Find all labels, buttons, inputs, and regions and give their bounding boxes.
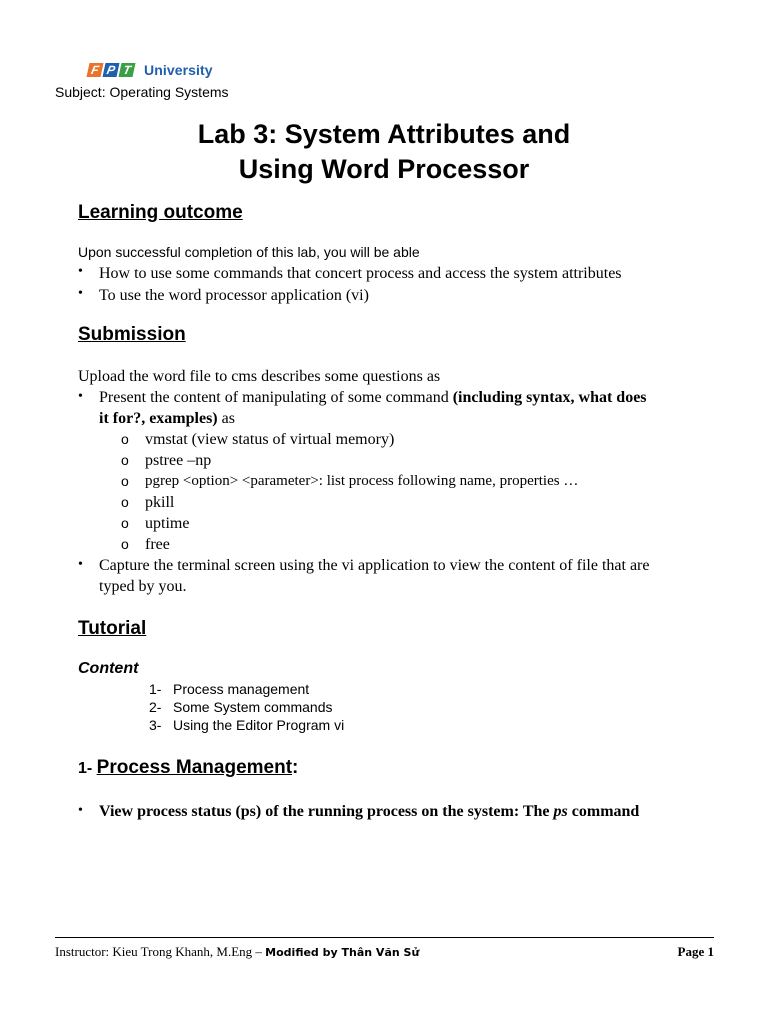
tutorial-item-number: 2- (149, 699, 162, 715)
process-management-title: Process Management (96, 757, 293, 778)
submission-bullet-1-bold: (including syntax, what does (452, 389, 647, 406)
fpt-university-logo (88, 58, 213, 82)
logo-university-text: University (144, 62, 213, 78)
tutorial-heading: Tutorial (78, 618, 147, 639)
page-title-line1: Lab 3: System Attributes and (197, 119, 571, 149)
sub-bullet-icon: o (121, 473, 129, 489)
command-free: free (145, 536, 170, 553)
ps-bullet-tail: command (567, 803, 640, 820)
logo-letter-p: P (103, 63, 120, 77)
tutorial-item-number: 3- (149, 717, 162, 733)
sub-bullet-icon: o (121, 536, 129, 552)
subject-line: Subject: Operating Systems (55, 84, 229, 100)
command-vmstat: vmstat (view status of virtual memory) (145, 431, 395, 448)
learning-bullet-2: To use the word processor application (vi) (99, 287, 369, 304)
learning-bullet-1: How to use some commands that concert process and access the system attributes (99, 265, 622, 282)
command-pgrep: pgrep <option> <parameter>: list process following name, properties … (145, 473, 579, 489)
submission-bullet-1-tail: as (217, 410, 235, 427)
bullet-icon: • (78, 264, 83, 279)
tutorial-item-process-management: Process management (173, 681, 310, 697)
learning-intro: Upon successful completion of this lab, you will be able (78, 244, 420, 260)
sub-bullet-icon: o (121, 515, 129, 531)
process-management-colon: : (292, 757, 299, 778)
logo-letter-f: F (87, 63, 104, 77)
process-management-heading (78, 757, 298, 779)
footer-instructor-text: Instructor: Kieu Trong Khanh, M.Eng – (55, 944, 266, 959)
content-label: Content (78, 660, 139, 677)
command-pkill: pkill (145, 494, 175, 511)
learning-outcome-heading: Learning outcome (78, 202, 243, 223)
ps-bullet-text: View process status (ps) of the running process on the system: The (99, 803, 554, 820)
bullet-icon: • (78, 803, 83, 818)
ps-italic: ps (553, 803, 568, 820)
tutorial-item-system-commands: Some System commands (173, 699, 333, 715)
bullet-icon: • (78, 389, 83, 404)
sub-bullet-icon: o (121, 494, 129, 510)
command-uptime: uptime (145, 515, 190, 532)
footer-instructor (55, 944, 419, 960)
submission-bullet-1-bold-2: it for?, examples) (99, 410, 218, 427)
bullet-icon: • (78, 557, 83, 572)
submission-bullet-1 (99, 387, 719, 408)
command-pstree: pstree –np (145, 452, 212, 469)
footer-modified-by: Modified by Thân Văn Sử (265, 946, 420, 959)
page-title-line2: Using Word Processor (238, 154, 530, 184)
submission-intro: Upload the word file to cms describes some questions as (78, 368, 441, 385)
bullet-icon: • (78, 286, 83, 301)
submission-bullet-2-line1: Capture the terminal screen using the vi application to view the content of file that are (99, 557, 650, 574)
submission-bullet-2-line2: typed by you. (99, 578, 187, 595)
submission-bullet-1-text: Present the content of manipulating of some command (99, 389, 453, 406)
submission-heading: Submission (78, 324, 186, 345)
logo-letter-t: T (119, 63, 136, 77)
tutorial-item-editor-vi: Using the Editor Program vi (173, 717, 345, 733)
sub-bullet-icon: o (121, 431, 129, 447)
process-management-number: 1- (78, 760, 97, 777)
submission-bullet-1-cont (99, 408, 235, 429)
footer-divider (55, 937, 714, 938)
sub-bullet-icon: o (121, 452, 129, 468)
footer-page-number: Page 1 (677, 944, 714, 959)
tutorial-item-number: 1- (149, 681, 162, 697)
ps-command-bullet (99, 801, 639, 822)
